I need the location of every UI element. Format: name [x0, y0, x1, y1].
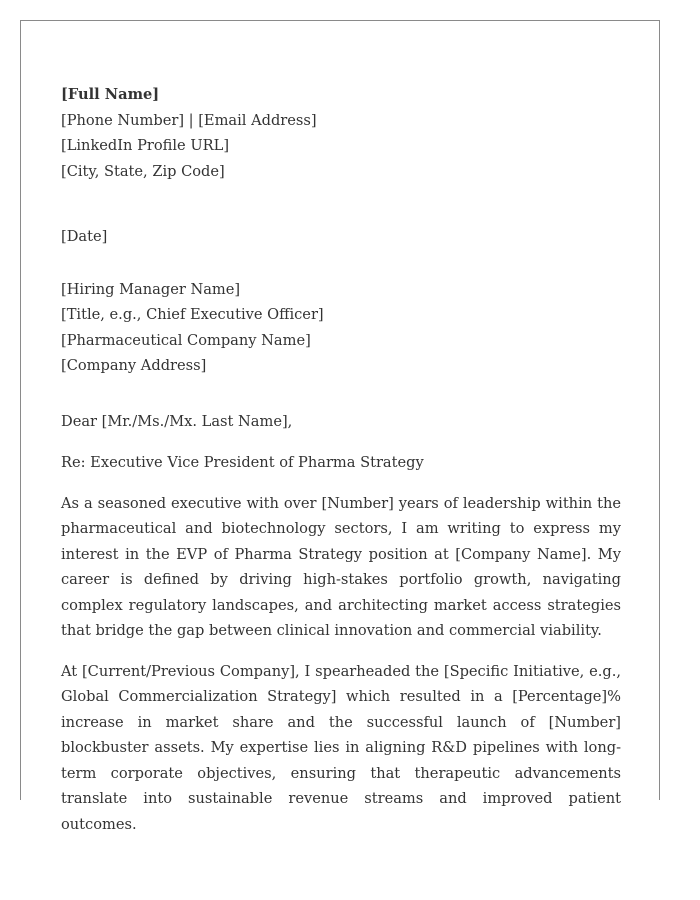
body-paragraph-2: At [Current/Previous Company], I spearheaded the [Specific Initiative, e.g., Global Commercialization Strategy] which resulted in a [Percentage]% increase in market share and the successful launch of [Number] blockbuster assets. My expertise lies in aligning R&D pipelines with long-term corporate objectives, ensuring that therapeutic advancements translate into sustainable revenue streams and improved patient outcomes.	[61, 662, 621, 833]
recipient-company: [Pharmaceutical Company Name]	[61, 331, 311, 349]
letter-date	[61, 224, 621, 250]
body-paragraph-1: As a seasoned executive with over [Number] years of leadership within the pharmaceutical and biotechnology sectors, I am writing to express my interest in the EVP of Pharma Strategy position at [Company Name]. My career is defined by driving high-stakes portfolio growth, navigating complex regulatory landscapes, and architecting market access strategies that bridge the gap between clinical innovation and commercial viability.	[61, 494, 621, 639]
recipient-title: [Title, e.g., Chief Executive Officer]	[61, 306, 324, 323]
sender-full-name: [Full Name]	[61, 86, 160, 103]
date-text: [Date]	[61, 228, 108, 245]
sender-contact: [Phone Number] | [Email Address]	[61, 111, 317, 129]
recipient-address: [Company Address]	[61, 357, 207, 374]
sender-block	[61, 82, 621, 184]
recipient-block	[61, 277, 621, 379]
recipient-name: [Hiring Manager Name]	[61, 280, 241, 298]
sender-location: [City, State, Zip Code]	[61, 162, 225, 180]
subject-text: Re: Executive Vice President of Pharma Strategy	[61, 454, 424, 471]
subject-line	[61, 450, 621, 476]
sender-linkedin: [LinkedIn Profile URL]	[61, 137, 230, 154]
document-page	[20, 20, 660, 833]
letter-body	[61, 82, 621, 852]
salutation-text: Dear [Mr./Ms./Mx. Last Name],	[61, 412, 293, 430]
salutation	[61, 409, 621, 435]
